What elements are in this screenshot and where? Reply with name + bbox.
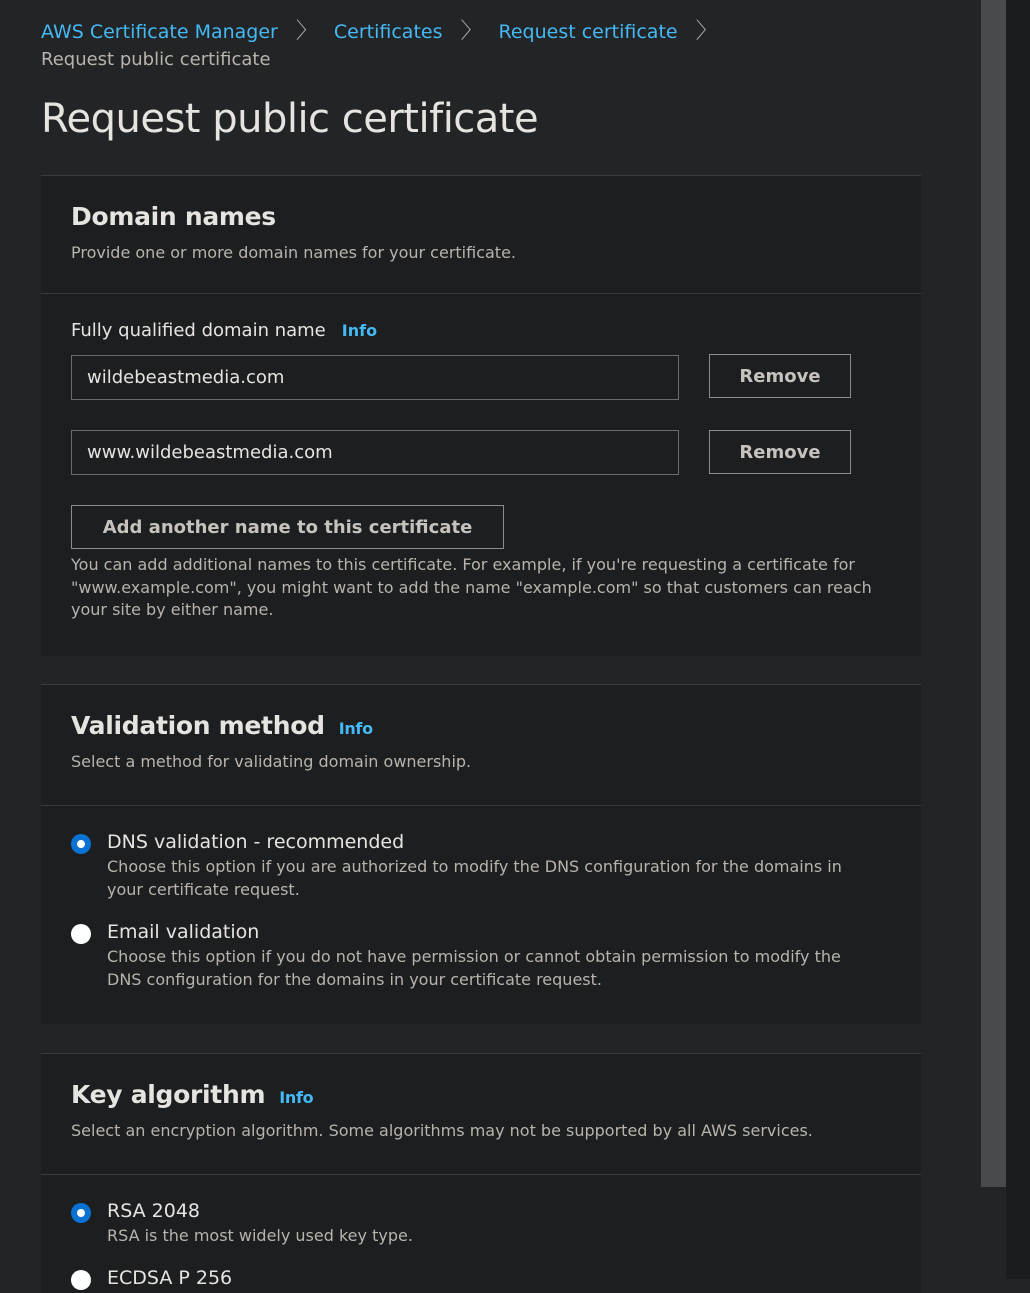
chevron-right-icon: 〉 (695, 19, 718, 44)
domain-name-input-2[interactable] (71, 430, 679, 475)
radio-description: Choose this option if you are authorized to modify the DNS configuration for the domains in your certificate request. (107, 857, 842, 899)
radio-selected-icon[interactable] (71, 1203, 91, 1223)
domain-names-panel (41, 175, 921, 656)
radio-description: RSA is the most widely used key type. (107, 1226, 413, 1245)
panel-title: Key algorithm (71, 1080, 266, 1109)
domain-name-input-1[interactable] (71, 355, 679, 400)
key-algorithm-panel (41, 1053, 921, 1293)
info-link[interactable]: Info (279, 1088, 314, 1107)
breadcrumb-certificates[interactable]: Certificates (333, 21, 443, 43)
radio-selected-icon[interactable] (71, 834, 91, 854)
radio-email-validation[interactable] (71, 921, 871, 991)
panel-title: Validation method (71, 711, 325, 740)
chevron-right-icon: 〉 (295, 19, 318, 44)
breadcrumb-current: Request public certificate (41, 49, 271, 70)
breadcrumb-request-certificate[interactable]: Request certificate (498, 21, 678, 43)
panel-description: Select an encryption algorithm. Some algorithms may not be supported by all AWS services. (71, 1121, 813, 1140)
radio-unselected-icon[interactable] (71, 924, 91, 944)
breadcrumb-acm[interactable]: AWS Certificate Manager (41, 21, 278, 43)
radio-label: RSA 2048 (107, 1200, 201, 1222)
panel-description: Select a method for validating domain ownership. (71, 752, 472, 771)
remove-button-1[interactable]: Remove (709, 354, 851, 398)
scrollbar-thumb[interactable] (981, 0, 1006, 1187)
panel-title: Domain names (71, 202, 276, 231)
page-title: Request public certificate (41, 96, 539, 142)
info-link[interactable]: Info (341, 321, 378, 340)
remove-button-2[interactable]: Remove (709, 430, 851, 474)
validation-method-panel (41, 684, 921, 1024)
side-panel-edge (1006, 0, 1030, 1279)
chevron-right-icon: 〉 (460, 19, 483, 44)
radio-ecdsa-p256[interactable] (71, 1267, 871, 1289)
add-name-button[interactable]: Add another name to this certificate (71, 505, 504, 549)
radio-rsa-2048[interactable] (71, 1200, 871, 1247)
info-link[interactable]: Info (338, 719, 373, 738)
field-label: Fully qualified domain name (71, 320, 326, 341)
panel-description: Provide one or more domain names for your certificate. (71, 243, 516, 262)
radio-label: ECDSA P 256 (107, 1267, 233, 1289)
help-text: You can add additional names to this certificate. For example, if you're requesting a certificate for "www.example.com", you might want to add the name "example.com" so that customers can reach your site by either name. (71, 555, 872, 619)
radio-dns-validation[interactable] (71, 831, 871, 901)
breadcrumb (41, 18, 734, 46)
radio-description: Choose this option if you do not have permission or cannot obtain permission to modify the DNS configuration for the domains in your certificate request. (107, 947, 841, 989)
radio-label: DNS validation - recommended (107, 831, 405, 853)
radio-unselected-icon[interactable] (71, 1270, 91, 1290)
radio-label: Email validation (107, 921, 260, 943)
